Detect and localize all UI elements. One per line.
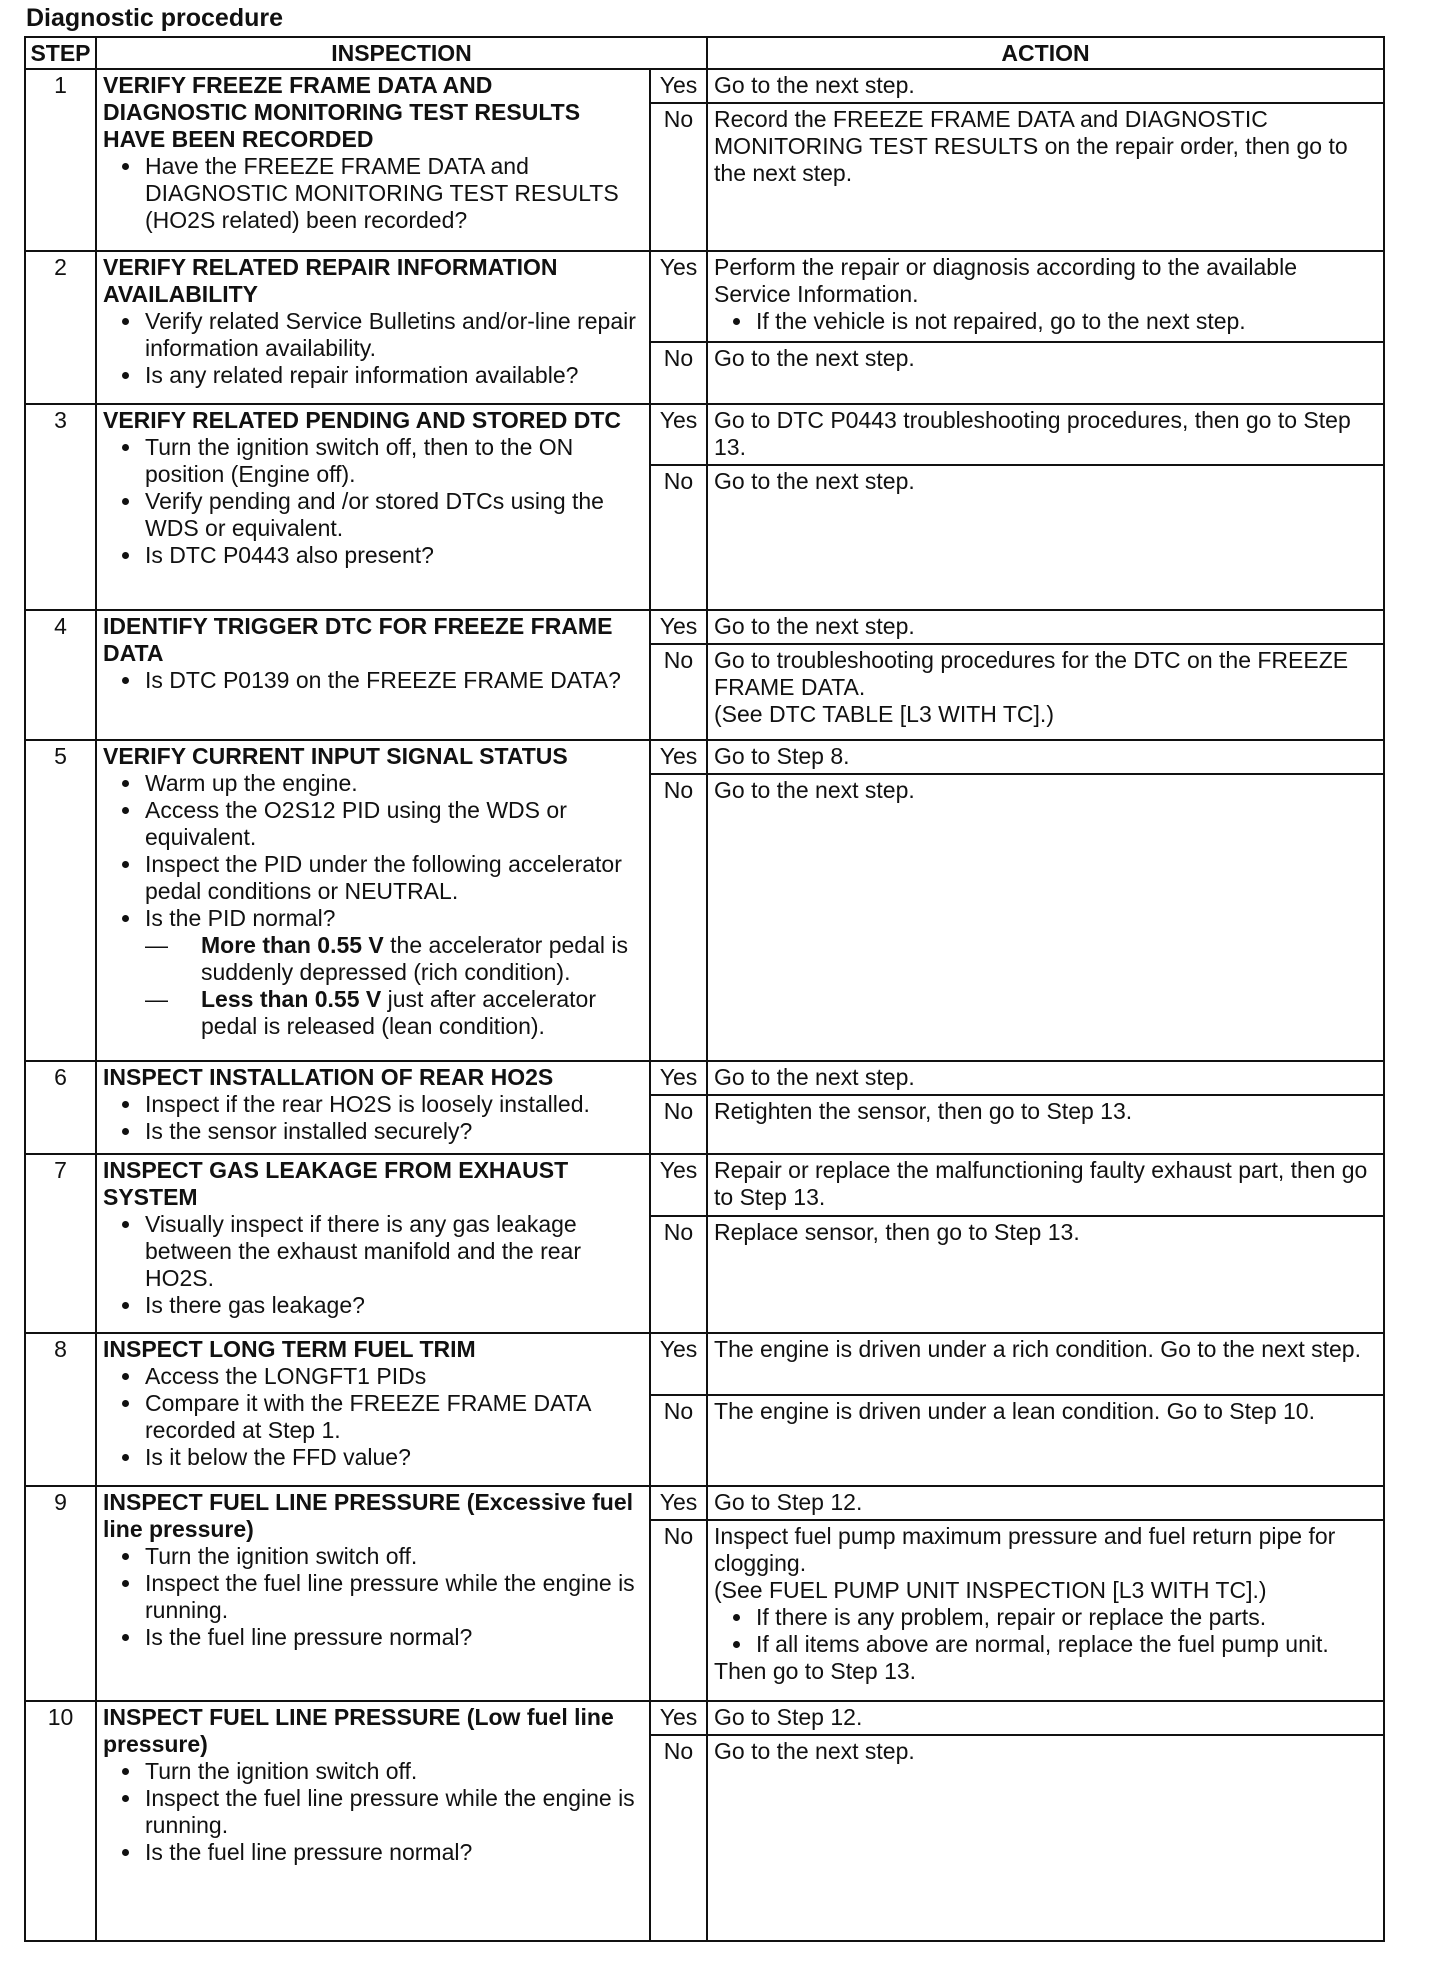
yes-action: Go to DTC P0443 troubleshooting procedures, then go to Step 13. [707, 404, 1384, 466]
no-action-followup: Then go to Step 13. [714, 1657, 917, 1684]
table-row [25, 404, 1384, 466]
inspection-bullet: • Is DTC P0139 on the FREEZE FRAME DATA? [143, 667, 643, 694]
no-action: Retighten the sensor, then go to Step 13. [707, 1095, 1384, 1155]
condition-item: — More than 0.55 V the accelerator pedal is suddenly depressed (rich condition). [145, 932, 628, 986]
table-row [25, 1333, 1384, 1395]
yes-action: Go to Step 8. [707, 740, 1384, 774]
inspection-cell [96, 251, 650, 403]
yes-label: Yes [650, 1486, 707, 1520]
no-label: No [650, 465, 707, 609]
inspection-bullet: • Verify related Service Bulletins and/or-line repair information availability. [143, 308, 643, 362]
diagnostic-procedure-table [24, 36, 1385, 1942]
inspection-cell [96, 1154, 650, 1333]
no-action: Go to troubleshooting procedures for the DTC on the FREEZE FRAME DATA. [714, 646, 1349, 700]
yes-label: Yes [650, 69, 707, 103]
no-action: Record the FREEZE FRAME DATA and DIAGNOSTIC MONITORING TEST RESULTS on the repair order, then go to the next step. [707, 103, 1384, 251]
step-number: 1 [25, 69, 96, 251]
inspection-heading: INSPECT GAS LEAKAGE FROM EXHAUST SYSTEM [103, 1157, 569, 1211]
no-action: Go to the next step. [707, 774, 1384, 1060]
no-label: No [650, 644, 707, 741]
inspection-cell [96, 1333, 650, 1485]
no-action-reference: (See FUEL PUMP UNIT INSPECTION [L3 WITH TC].) [714, 1576, 1267, 1603]
yes-label: Yes [650, 1701, 707, 1735]
inspection-bullet: • Is the sensor installed securely? [143, 1118, 643, 1145]
yes-label: Yes [650, 404, 707, 466]
inspection-bullet: • Turn the ignition switch off. [143, 1758, 643, 1785]
step-number: 9 [25, 1486, 96, 1701]
inspection-cell [96, 740, 650, 1060]
no-label: No [650, 1395, 707, 1486]
table-header-row [25, 37, 1384, 69]
inspection-bullet-text: Is the PID normal? [145, 905, 336, 932]
step-number: 8 [25, 1333, 96, 1485]
inspection-bullet: • Is DTC P0443 also present? [143, 542, 643, 569]
no-action-bullet: • If there is any problem, repair or replace the parts. [754, 1604, 1377, 1631]
yes-label: Yes [650, 740, 707, 774]
condition-text: just after accelerator pedal is released (lean condition). [201, 986, 597, 1040]
yes-action: The engine is driven under a rich condition. Go to the next step. [707, 1333, 1384, 1395]
header-inspection: INSPECTION [96, 37, 707, 69]
no-action: Replace sensor, then go to Step 13. [707, 1216, 1384, 1333]
inspection-bullet: • Warm up the engine. [143, 770, 643, 797]
no-label: No [650, 1216, 707, 1333]
yes-action: Perform the repair or diagnosis according to the available Service Information. [714, 254, 1298, 308]
inspection-bullet: • Inspect the PID under the following accelerator pedal conditions or NEUTRAL. [143, 851, 643, 905]
inspection-heading: INSPECT FUEL LINE PRESSURE (Low fuel line pressure) [103, 1703, 614, 1757]
no-label: No [650, 103, 707, 251]
inspection-bullet [143, 905, 643, 1040]
inspection-heading: VERIFY RELATED REPAIR INFORMATION AVAILABILITY [103, 254, 558, 308]
yes-label: Yes [650, 1333, 707, 1395]
step-number: 2 [25, 251, 96, 403]
yes-label: Yes [650, 251, 707, 342]
yes-action-bullet: • If the vehicle is not repaired, go to the next step. [754, 308, 1377, 335]
inspection-bullet: • Access the LONGFT1 PIDs [143, 1363, 643, 1390]
inspection-bullet: • Access the O2S12 PID using the WDS or equivalent. [143, 797, 643, 851]
yes-action: Go to the next step. [707, 610, 1384, 644]
no-label: No [650, 1520, 707, 1701]
step-number: 6 [25, 1061, 96, 1155]
inspection-bullet: • Inspect the fuel line pressure while the engine is running. [143, 1570, 643, 1624]
table-row [25, 1486, 1384, 1520]
yes-action-cell [707, 251, 1384, 342]
no-label: No [650, 342, 707, 404]
inspection-cell [96, 1701, 650, 1941]
inspection-bullet: • Have the FREEZE FRAME DATA and DIAGNOSTIC MONITORING TEST RESULTS (HO2S related) been recorded? [143, 153, 643, 234]
inspection-heading: INSPECT INSTALLATION OF REAR HO2S [103, 1063, 554, 1090]
header-action: ACTION [707, 37, 1384, 69]
step-number: 10 [25, 1701, 96, 1941]
no-action-cell [707, 1520, 1384, 1701]
no-label: No [650, 1095, 707, 1155]
yes-action: Go to the next step. [707, 1061, 1384, 1095]
no-label: No [650, 1735, 707, 1941]
table-row [25, 740, 1384, 774]
no-action: Go to the next step. [707, 465, 1384, 609]
inspection-bullet: • Is any related repair information available? [143, 362, 643, 389]
table-row [25, 610, 1384, 644]
no-action-cell [707, 644, 1384, 741]
no-action-bullet: • If all items above are normal, replace the fuel pump unit. [754, 1631, 1377, 1658]
inspection-bullet: • Is the fuel line pressure normal? [143, 1839, 643, 1866]
inspection-bullet: • Inspect if the rear HO2S is loosely installed. [143, 1091, 643, 1118]
yes-action: Go to the next step. [707, 69, 1384, 103]
table-row [25, 69, 1384, 103]
table-row [25, 1701, 1384, 1735]
inspection-bullet: • Turn the ignition switch off, then to the ON position (Engine off). [143, 434, 643, 488]
inspection-heading: VERIFY RELATED PENDING AND STORED DTC [103, 406, 621, 433]
table-row [25, 1154, 1384, 1216]
yes-label: Yes [650, 610, 707, 644]
yes-action: Go to Step 12. [707, 1701, 1384, 1735]
inspection-bullet: • Verify pending and /or stored DTCs using the WDS or equivalent. [143, 488, 643, 542]
no-action: Go to the next step. [707, 342, 1384, 404]
inspection-cell [96, 1486, 650, 1701]
inspection-heading: VERIFY FREEZE FRAME DATA AND DIAGNOSTIC MONITORING TEST RESULTS HAVE BEEN RECORDED [103, 72, 581, 152]
step-number: 4 [25, 610, 96, 741]
no-action: Inspect fuel pump maximum pressure and fuel return pipe for clogging. [714, 1522, 1336, 1576]
no-action: The engine is driven under a lean condition. Go to Step 10. [707, 1395, 1384, 1486]
no-action: Go to the next step. [707, 1735, 1384, 1941]
inspection-bullet: • Is the fuel line pressure normal? [143, 1624, 643, 1651]
condition-value: More than 0.55 V [201, 932, 384, 959]
step-number: 5 [25, 740, 96, 1060]
inspection-heading: VERIFY CURRENT INPUT SIGNAL STATUS [103, 743, 568, 770]
inspection-bullet: • Is there gas leakage? [143, 1292, 643, 1319]
inspection-bullet: • Turn the ignition switch off. [143, 1543, 643, 1570]
header-step: STEP [25, 37, 96, 69]
yes-action: Go to Step 12. [707, 1486, 1384, 1520]
no-action-reference: (See DTC TABLE [L3 WITH TC].) [714, 700, 1054, 727]
condition-item: — Less than 0.55 V just after accelerator pedal is released (lean condition). [145, 986, 597, 1040]
inspection-cell [96, 610, 650, 741]
step-number: 7 [25, 1154, 96, 1333]
table-row [25, 1061, 1384, 1095]
table-row [25, 251, 1384, 342]
inspection-cell [96, 404, 650, 610]
inspection-cell [96, 1061, 650, 1155]
inspection-bullet: • Compare it with the FREEZE FRAME DATA recorded at Step 1. [143, 1390, 643, 1444]
inspection-heading: INSPECT LONG TERM FUEL TRIM [103, 1336, 476, 1363]
inspection-cell [96, 69, 650, 251]
step-number: 3 [25, 404, 96, 610]
condition-text: the accelerator pedal is suddenly depressed (rich condition). [201, 932, 628, 986]
inspection-bullet: • Inspect the fuel line pressure while the engine is running. [143, 1785, 643, 1839]
yes-action: Repair or replace the malfunctioning faulty exhaust part, then go to Step 13. [707, 1154, 1384, 1216]
yes-label: Yes [650, 1061, 707, 1095]
inspection-bullet: • Visually inspect if there is any gas leakage between the exhaust manifold and the rear HO2S. [143, 1211, 643, 1292]
inspection-bullet: • Is it below the FFD value? [143, 1444, 643, 1471]
no-label: No [650, 774, 707, 1060]
page-title: Diagnostic procedure [26, 4, 283, 32]
inspection-heading: INSPECT FUEL LINE PRESSURE (Excessive fuel line pressure) [103, 1488, 634, 1542]
inspection-heading: IDENTIFY TRIGGER DTC FOR FREEZE FRAME DATA [103, 612, 613, 666]
condition-value: Less than 0.55 V [201, 986, 382, 1013]
yes-label: Yes [650, 1154, 707, 1216]
